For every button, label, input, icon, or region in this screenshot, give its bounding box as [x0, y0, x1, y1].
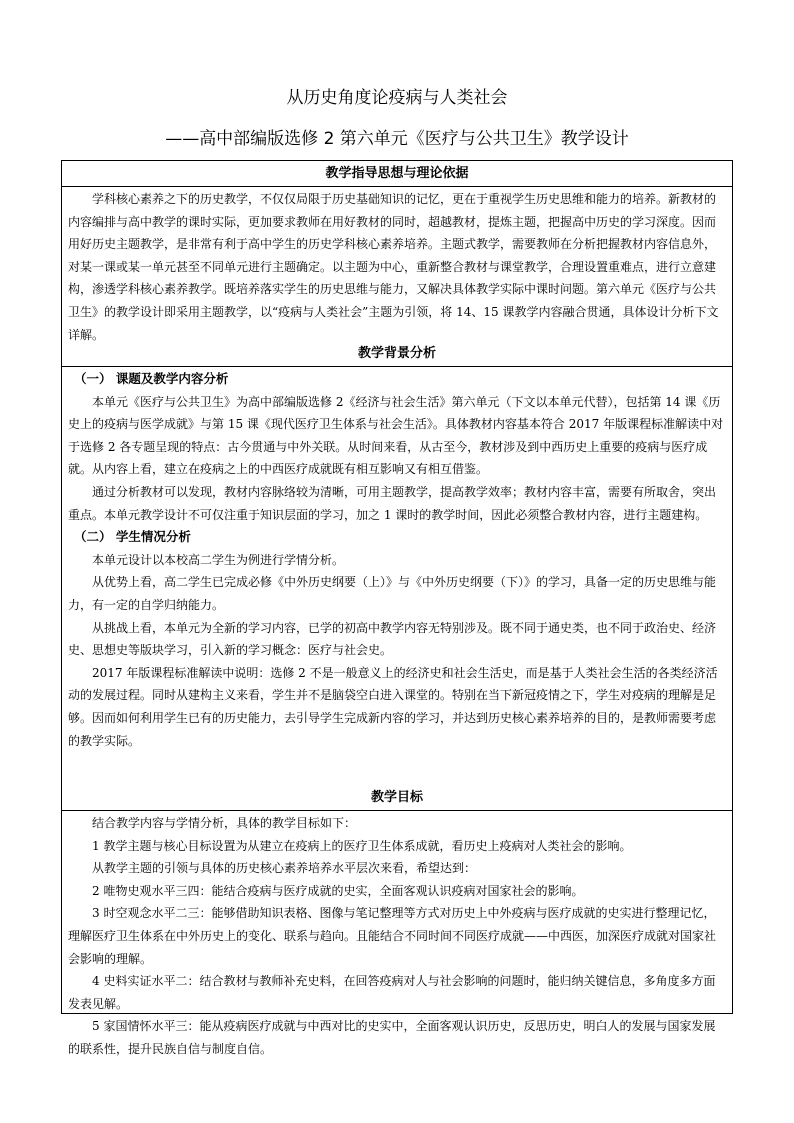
paragraph: 本单元《医疗与公共卫生》为高中部编版选修 2《经济与社会生活》第六单元（下文以本单元代替），包括第 14 课《历史上的疫病与医学成就》与第 15 课《现代医疗卫生体系与社会生活》。具体教材内容基本符合 2017 年版课程标准解读中对于选修 2 各专题呈现的特点：古今贯通与中外关联。从时间来看，从古至今，教材涉及到中西历史上重要的疫病与医疗成就。从内容上看，建立在疫病之上的中西医疗成就既有相互影响又有相互借鉴。 — [68, 394, 724, 477]
section-guiding-thought — [62, 161, 732, 341]
section-background — [62, 341, 732, 785]
document-subtitle: ——高中部编版选修 2 第六单元《医疗与公共卫生》教学设计 — [165, 129, 629, 149]
paragraph: 1 教学主题与核心目标设置为从建立在疫病上的医疗卫生体系成就，看历史上疫病对人类社会的影响。 — [92, 838, 632, 853]
paragraph: 本单元设计以本校高二学生为例进行学情分析。 — [92, 552, 345, 567]
section-body — [62, 811, 732, 1056]
paragraph: 从挑战上看，本单元为全新的学习内容，已学的初高中教学内容无特别涉及。既不同于通史类，也不同于政治史、经济史、思想史等版块学习，引入新的学习概念：医疗与社会史。 — [68, 620, 717, 658]
section-heading: 教学指导思想与理论依据 — [62, 161, 732, 187]
paragraph: 3 时空观念水平二三：能够借助知识表格、图像与笔记整理等方式对历史上中外疫病与医疗成就的史实进行整理记忆，理解医疗卫生体系在中外历史上的变化、联系与趋向。且能结合不同时间不同医疗成就——中西医，加深医疗成就对国家社会影响的理解。 — [68, 906, 717, 966]
section-heading: 教学背景分析 — [62, 341, 732, 367]
paragraph: 通过分析教材可以发现，教材内容脉络较为清晰，可用主题教学，提高教学效率；教材内容丰富，需要有所取舍，突出重点。本单元教学设计不可仅注重于知识层面的学习，加之 1 课时的教学时间，因此必须整合教材内容，进行主题建构。 — [68, 484, 717, 522]
subsection-title: （一） 课题及教学内容分析 — [74, 371, 229, 386]
design-table — [61, 160, 733, 1056]
paragraph: 2017 年版课程标准解读中说明：选修 2 不是一般意义上的经济史和社会生活史，而是基于人类社会生活的各类经济活动的发展过程。同时从建构主义来看，学生并不是脑袋空白进入课堂的。特别在当下新冠疫情之下，学生对疫病的理解是足够。因而如何利用学生已有的历史能力，去引导学生完成新内容的学习，并达到历史核心素养培养的目的，是教师需要考虑的教学实际。 — [68, 665, 718, 748]
paragraph: 从优势上看，高二学生已完成必修《中外历史纲要（上）》与《中外历史纲要（下）》的学习，具备一定的历史思维与能力，有一定的自学归纳能力。 — [68, 575, 717, 612]
paragraph: 从教学主题的引领与具体的历史核心素养培养水平层次来看，希望达到： — [92, 861, 477, 876]
paragraph: 结合教学内容与学情分析，具体的教学目标如下： — [92, 816, 357, 830]
section-body — [62, 187, 732, 341]
subsection-title: （二） 学生情况分析 — [74, 529, 191, 545]
section-heading: 教学目标 — [62, 785, 732, 811]
section-objectives — [62, 785, 732, 1056]
section-body — [62, 367, 732, 785]
paragraph: 5 家国情怀水平三：能从疫病医疗成就与中西对比的史实中，全面客观认识历史，反思历史，明白人的发展与国家发展的联系性，提升民族自信与制度自信。 — [68, 1019, 716, 1056]
document-title: 从历史角度论疫病与人类社会 — [286, 88, 508, 108]
paragraph: 学科核心素养之下的历史教学，不仅仅局限于历史基础知识的记忆，更在于重视学生历史思维和能力的培养。新教材的内容编排与高中教学的课时实际，更加要求教师在用好教材的同时，超越教材，提炼主题，把握高中历史的学习深度。因而用好历史主题教学，是非常有利于高中学生的历史学科核心素养培养。主题式教学，需要教师在分析把握教材内容信息外，对某一课或某一单元甚至不同单元进行主题确定。以主题为中心，重新整合教材与课堂教学，合理设置重难点，进行立意建构，渗透学科核心素养教学。既培养落实学生的历史思维与能力，又解决具体教学实际中课时问题。第六单元《医疗与公共卫生》的教学设计即采用主题教学，以“疫病与人类社会”主题为引领，将 14、15 课教学内容融合贯通，具体设计分析下文详解。 — [68, 192, 719, 342]
paragraph: 4 史料实证水平二：结合教材与教师补充史料，在回答疫病对人与社会影响的问题时，能归纳关键信息，多角度多方面发表见解。 — [68, 974, 716, 1011]
paragraph: 2 唯物史观水平三四：能结合疫病与医疗成就的史实，全面客观认识疫病对国家社会的影响。 — [92, 883, 584, 898]
